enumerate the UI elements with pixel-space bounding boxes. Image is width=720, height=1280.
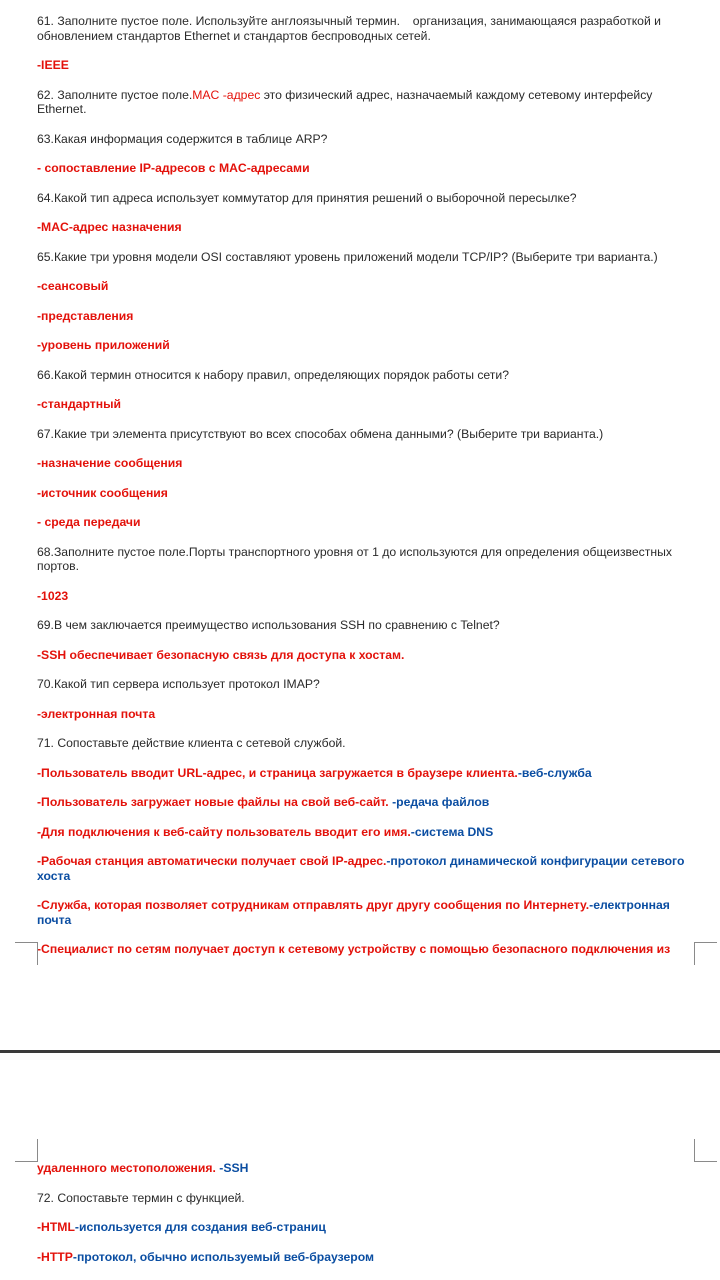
match-71-3-service: -система DNS	[410, 824, 494, 839]
answer-61: -IEEE	[37, 58, 69, 72]
answer-65-2: -представления	[37, 308, 134, 323]
document-page-2	[0, 1053, 720, 1280]
question-69: 69.В чем заключается преимущество использования SSH по сравнению с Telnet?	[37, 618, 500, 632]
question-61-text-after: организация, занимающаяся разработкой и обновлением стандартов Ethernet и стандартов беспроводных сетей.	[37, 14, 661, 43]
page-margin-corner-bottom-right	[694, 942, 717, 965]
match-71-2-service: -редача файлов	[388, 795, 490, 809]
question-61-text: 61. Заполните пустое поле. Используйте англоязычный термин.	[37, 14, 404, 28]
match-72-2-term: -HTTP	[37, 1249, 73, 1264]
match-71-5-service: -електронная почта	[37, 898, 670, 927]
answer-63: - сопоставление IP-адресов с MAC-адресами	[37, 161, 310, 175]
page-2-content	[37, 1161, 696, 1279]
match-71-1-action: -Пользователь вводит URL-адрес, и страница загружается в браузере клиента.	[37, 765, 518, 780]
match-72-1-function: -используется для создания веб-страниц	[74, 1220, 326, 1234]
answer-70: -электронная почта	[37, 706, 156, 721]
match-71-5-action: -Служба, которая позволяет сотрудникам отправлять друг другу сообщения по Интернету.	[37, 898, 590, 912]
match-71-1	[37, 766, 696, 781]
answer-62-inline: MAC -адрес	[192, 87, 261, 102]
match-72-2	[37, 1250, 696, 1265]
answer-67-1: -назначение сообщения	[37, 456, 183, 470]
answer-67-2: -источник сообщения	[37, 485, 168, 500]
question-66: 66.Какой термин относится к набору правил, определяющих порядок работы сети?	[37, 367, 509, 382]
answer-64: -MAC-адрес назначения	[37, 220, 182, 234]
match-71-6-action: -Специалист по сетям получает доступ к сетевому устройству с помощью безопасного подключения из	[37, 942, 671, 956]
page-margin-corner-bottom-left	[15, 942, 38, 965]
match-71-4-service: -протокол динамической конфигурации сетевого хоста	[37, 854, 685, 883]
page-margin-corner-top-left	[15, 1139, 38, 1162]
match-71-1-service: -веб-служба	[517, 765, 592, 780]
answer-68: -1023	[37, 588, 69, 603]
page-margin-corner-top-right	[694, 1139, 717, 1162]
question-64: 64.Какой тип адреса использует коммутатор для принятия решений о выборочной пересылке?	[37, 190, 577, 205]
match-71-2-action: -Пользователь загружает новые файлы на свой веб-сайт.	[37, 795, 389, 809]
question-61	[37, 14, 696, 43]
match-71-2	[37, 795, 696, 810]
match-72-1	[37, 1220, 696, 1235]
question-63: 63.Какая информация содержится в таблице ARP?	[37, 131, 328, 146]
question-62-text: 62. Заполните пустое поле.	[37, 87, 193, 102]
question-67: 67.Какие три элемента присутствуют во всех способах обмена данными? (Выберите три варианта.)	[37, 426, 604, 441]
question-71: 71. Сопоставьте действие клиента с сетевой службой.	[37, 736, 346, 750]
page-1-content	[37, 14, 696, 957]
question-62-text-after: это физический адрес, назначаемый каждому сетевому интерфейсу Ethernet.	[37, 87, 653, 116]
match-71-6-action-continued: удаленного местоположения.	[37, 1161, 216, 1175]
match-72-2-function: -протокол, обычно используемый веб-браузером	[72, 1249, 375, 1264]
question-65: 65.Какие три уровня модели OSI составляют уровень приложений модели TCP/IP? (Выберите три варианта.)	[37, 249, 658, 264]
match-71-6	[37, 942, 696, 957]
answer-67-3: - среда передачи	[37, 515, 141, 529]
match-71-6-continuation	[37, 1161, 696, 1176]
answer-65-3: -уровень приложений	[37, 338, 170, 352]
match-71-5	[37, 898, 696, 927]
match-71-3	[37, 825, 696, 840]
answer-69: -SSH обеспечивает безопасную связь для доступа к хостам.	[37, 647, 405, 662]
question-70: 70.Какой тип сервера использует протокол IMAP?	[37, 677, 320, 691]
match-71-4-action: -Рабочая станция автоматически получает свой IP-адрес.	[37, 854, 387, 868]
answer-65-1: -сеансовый	[37, 279, 109, 293]
question-62	[37, 88, 696, 117]
match-71-4	[37, 854, 696, 883]
answer-66: -стандартный	[37, 397, 121, 411]
match-71-3-action: -Для подключения к веб-сайту пользователь вводит его имя.	[37, 824, 411, 839]
question-68: 68.Заполните пустое поле.Порты транспортного уровня от 1 до используются для определения общеизвестных портов.	[37, 544, 672, 573]
question-72: 72. Сопоставьте термин с функцией.	[37, 1190, 245, 1205]
match-72-1-term: -HTML	[37, 1220, 75, 1234]
match-71-6-service: -SSH	[215, 1161, 249, 1175]
